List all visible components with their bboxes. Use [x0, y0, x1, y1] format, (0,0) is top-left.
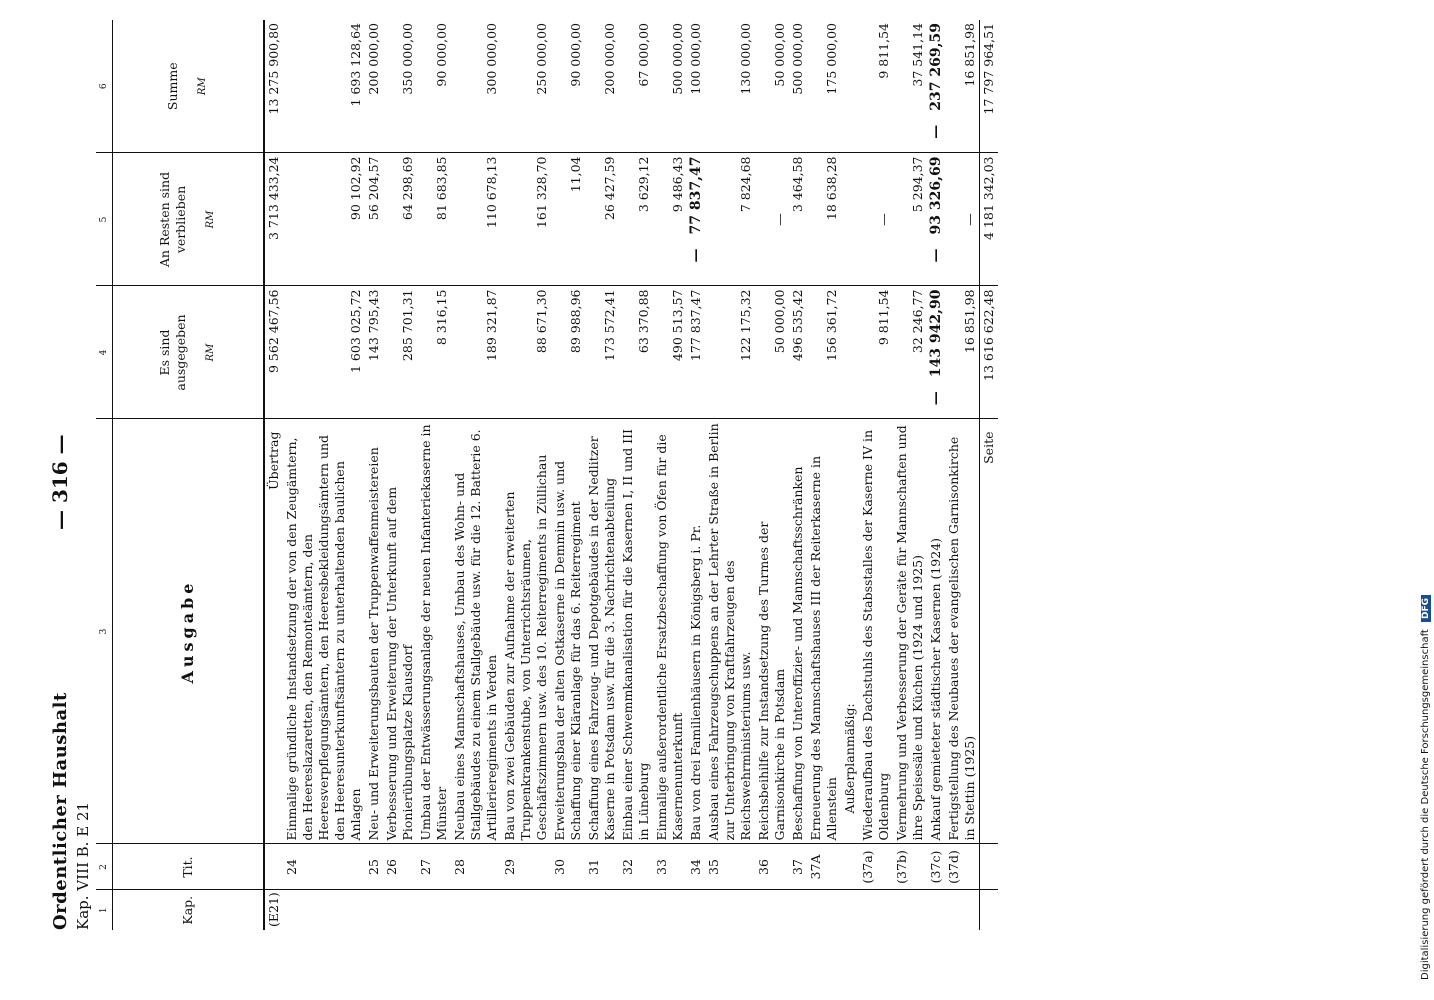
row-c5: 161 328,70 [501, 153, 551, 286]
unit-label-6: RM [197, 77, 208, 96]
row-c6: 1 693 128,64 [348, 23, 363, 107]
col-number-1: 1 [96, 890, 113, 930]
row-text: Erneuerung des Mannschaftshauses III der Reiterkaserne in Allenstein [807, 419, 841, 844]
row-c5: — [945, 153, 980, 286]
row-text: Umbau der Entwässerungsanlage der neuen Infanteriekaserne in Münster [417, 419, 451, 844]
row-text: Reichsbeihilfe zur Instandsetzung des Turmes der Garnisonkirche in Potsdam [755, 419, 789, 844]
row-c5: 5 294,37 [893, 153, 927, 286]
table-row [585, 20, 619, 930]
minus-mark: — [688, 248, 704, 263]
row-c6: 237 269,59 [928, 23, 944, 111]
uebertrag-label: Übertrag [264, 419, 283, 844]
row-c4: 89 988,96 [551, 286, 585, 419]
col-number-4: 4 [96, 286, 113, 419]
table-row [417, 20, 451, 930]
row-tit: (37a) [859, 844, 893, 890]
row-c4: 156 361,72 [807, 286, 841, 419]
row-c6: 67 000,00 [636, 23, 651, 87]
row-c4: 173 572,41 [585, 286, 619, 419]
kap-value: (E21) [264, 890, 283, 930]
row-tit: 31 [585, 844, 619, 890]
row-c4: 143 942,90 [928, 289, 944, 378]
table-row [705, 20, 755, 930]
funding-note-text: Digitalisierung gefördert durch die Deutsche Forschungsgemeinschaft [1420, 629, 1431, 980]
row-c5: 7 824,68 [705, 153, 755, 286]
row-c6: 130 000,00 [738, 23, 753, 95]
row-c4: 496 535,42 [789, 286, 807, 419]
row-c5-cell [927, 153, 945, 286]
row-c6: 200 000,00 [366, 23, 381, 95]
row-tit: 35 [705, 844, 755, 890]
table-row [859, 20, 893, 930]
row-c5-cell [687, 153, 705, 286]
table-row [653, 20, 687, 930]
row-c5: 90 102,92 [283, 153, 365, 286]
row-c6: 300 000,00 [484, 23, 499, 95]
uebertrag-c6: 13 275 900,80 [266, 23, 281, 115]
row-c6: 250 000,00 [534, 23, 549, 95]
header-kap: Kap. [113, 890, 265, 930]
row-text: Neubau eines Mannschaftshauses, Umbau des Wohn- und Stallgebäudes zu einem Stallgebäude usw. für die 12. Batterie 6. Artillerieregiments in Verden [451, 419, 501, 844]
col-number-3: 3 [96, 419, 113, 844]
row-c5: 93 326,69 [928, 156, 944, 235]
unit-label-4: RM [205, 343, 216, 362]
seite-c6: 17 797 964,51 [980, 20, 999, 153]
page-number: — 316 — [48, 434, 72, 530]
row-c5: 110 678,13 [451, 153, 501, 286]
row-c6: 90 000,00 [568, 23, 583, 87]
row-text: Vermehrung und Verbesserung der Geräte für Mannschaften und ihre Speisesäle und Küchen (1924 und 1925) [893, 419, 927, 844]
row-c5: 81 683,85 [417, 153, 451, 286]
row-text: Fertigstellung des Neubaues der evangelischen Garnisonkirche in Stettin (1925) [945, 419, 980, 844]
row-tit: 28 [451, 844, 501, 890]
minus-mark: — [928, 391, 944, 406]
uebertrag-c5: 3 713 433,24 [264, 153, 283, 286]
uebertrag-row [264, 20, 283, 930]
section-row [841, 20, 859, 930]
table-row [893, 20, 927, 930]
row-text: Einmalige außerordentliche Ersatzbeschaffung von Öfen für die Kasernenunterkunft [653, 419, 687, 844]
row-c6: 90 000,00 [434, 23, 449, 87]
row-text: Bau von drei Familienhäusern in Königsberg i. Pr. [687, 419, 705, 844]
header-summe-label: Summe [165, 62, 180, 111]
row-c5: 18 638,28 [807, 153, 841, 286]
row-c4: 8 316,15 [417, 286, 451, 419]
table-row [687, 20, 705, 930]
row-tit: 26 [383, 844, 417, 890]
row-tit: 33 [653, 844, 687, 890]
header-summe [113, 20, 265, 153]
minus-mark: — [928, 248, 944, 263]
row-tit: (37c) [927, 844, 945, 890]
row-text: Erweiterungsbau der alten Ostkaserne in Demmin usw. und Schaffung einer Kläranlage für das 6. Reiterregiment [551, 419, 585, 844]
row-c4: 490 513,57 [653, 286, 687, 419]
row-c6: 37 541,14 [910, 23, 925, 87]
row-text: Bau von zwei Gebäuden zur Aufnahme der erweiterten Truppenkrankenstube, von Unterrichtsräumen, Geschäftszimmern usw. des 10. Reiterregiments in Züllichau [501, 419, 551, 844]
row-text: Verbesserung und Erweiterung der Unterkunft auf dem Pionierübungsplatze Klausdorf [383, 419, 417, 844]
row-c6: 350 000,00 [400, 23, 415, 95]
row-c6: 175 000,00 [824, 23, 839, 95]
table-row [283, 20, 365, 930]
table-row [927, 20, 945, 930]
row-tit: 27 [417, 844, 451, 890]
table-row [807, 20, 841, 930]
row-tit: 37 [789, 844, 807, 890]
seite-c5: 4 181 342,03 [980, 153, 999, 286]
header-ausgabe [113, 419, 265, 844]
row-c5: 3 629,12 [619, 153, 653, 286]
row-tit: 34 [687, 844, 705, 890]
table-row [755, 20, 789, 930]
table-row [945, 20, 980, 930]
document-title: Ordentlicher Haushalt [50, 692, 71, 930]
section-label: Außerplanmäßig: [841, 419, 859, 844]
column-header-row [113, 20, 265, 930]
seite-label: Seite [980, 419, 999, 844]
row-tit: 24 [283, 844, 365, 890]
row-c5: 56 204,57 [365, 153, 383, 286]
row-c5: 77 837,47 [688, 156, 704, 235]
row-c4: 32 246,77 [893, 286, 927, 419]
row-c5: 26 427,59 [585, 153, 619, 286]
table-row [619, 20, 653, 930]
row-c4-cell [927, 286, 945, 419]
header-tit: Tit. [113, 844, 265, 890]
row-c4: 189 321,87 [451, 286, 501, 419]
header-reste [113, 153, 265, 286]
row-tit: 32 [619, 844, 653, 890]
row-c5: 3 464,58 [789, 153, 807, 286]
row-c4: 143 795,43 [365, 286, 383, 419]
seite-c4: 13 616 622,48 [980, 286, 999, 419]
table-row [451, 20, 501, 930]
row-c4: 177 837,47 [687, 286, 705, 419]
seite-total-row [980, 20, 999, 930]
row-text: Ausbau eines Fahrzeugschuppens an der Lehrter Straße in Berlin zur Unterbringung von Kraftfahrzeugen des Reichswehrministeriums usw. [705, 419, 755, 844]
row-tit: 29 [501, 844, 551, 890]
row-c5: — [859, 153, 893, 286]
row-c6: 50 000,00 [772, 23, 787, 87]
row-c6: 100 000,00 [688, 23, 703, 95]
row-c4: 122 175,32 [705, 286, 755, 419]
col-number-5: 5 [96, 153, 113, 286]
header-reste-label: An Resten sind verblieben [157, 171, 188, 268]
minus-mark: — [928, 124, 944, 139]
table-row [501, 20, 551, 930]
table-row [365, 20, 383, 930]
row-tit: (37b) [893, 844, 927, 890]
row-tit: (37d) [945, 844, 980, 890]
table-row [383, 20, 417, 930]
row-c4: 50 000,00 [755, 286, 789, 419]
col-number-2: 2 [96, 844, 113, 890]
row-c6: 500 000,00 [790, 23, 805, 95]
row-text: Einmalige gründliche Instandsetzung der von den Zeugämtern, den Heereslazaretten, den Remonteämtern, den Heeresverpflegungsämtern, den Heeresbekleidungsämtern und den Heeresunterkunftsämtern zu unterhaltenden baulichen Anlagen [283, 419, 365, 844]
row-c4: 88 671,30 [501, 286, 551, 419]
col-number-6: 6 [96, 20, 113, 153]
row-c6: 9 811,54 [876, 23, 891, 79]
table-row [551, 20, 585, 930]
row-c5: 9 486,43 [653, 153, 687, 286]
header-ausgabe-label: Ausgabe [177, 579, 197, 684]
row-tit: 36 [755, 844, 789, 890]
chapter-reference: Kap. VIII B. E 21 [74, 801, 92, 930]
row-c6: 200 000,00 [602, 23, 617, 95]
row-c4: 63 370,88 [619, 286, 653, 419]
row-c6: 16 851,98 [962, 23, 977, 87]
table-body [264, 20, 998, 930]
column-number-row [96, 20, 113, 930]
row-text: Schaffung eines Fahrzeug- und Depotgebäudes in der Nedlitzer Kaserne in Potsdam usw. für die 3. Nachrichtenabteilung [585, 419, 619, 844]
row-tit: 30 [551, 844, 585, 890]
row-c6-cell [927, 20, 945, 153]
row-c5: 11,04 [551, 153, 585, 286]
uebertrag-c4: 9 562 467,56 [264, 286, 283, 419]
row-tit: 25 [365, 844, 383, 890]
row-text: Einbau einer Schwemmkanalisation für die Kasernen I, II und III in Lüneburg [619, 419, 653, 844]
row-c4: 16 851,98 [945, 286, 980, 419]
row-text: Wiederaufbau des Dachstuhls des Stabsstalles der Kaserne IV in Oldenburg [859, 419, 893, 844]
row-c5: — [755, 153, 789, 286]
row-c4: 1 603 025,72 [283, 286, 365, 419]
row-tit: 37A [807, 844, 841, 890]
row-c5: 64 298,69 [383, 153, 417, 286]
row-text: Beschaffung von Unteroffizier- und Mannschaftsschränken [789, 419, 807, 844]
row-text: Ankauf gemieteter städtischer Kasernen (1924) [927, 419, 945, 844]
row-c4: 9 811,54 [859, 286, 893, 419]
row-text: Neu- und Erweiterungsbauten der Truppenwaffenmeistereien [365, 419, 383, 844]
table-row [789, 20, 807, 930]
header-ausgegeben-label: Es sind ausgegeben [157, 314, 188, 391]
unit-label-5: RM [205, 210, 216, 229]
header-ausgegeben [113, 286, 265, 419]
row-c4: 285 701,31 [383, 286, 417, 419]
row-c6: 500 000,00 [670, 23, 685, 95]
budget-table [96, 20, 998, 930]
funding-note [1420, 590, 1431, 980]
dfg-logo-icon: DFG [1421, 595, 1431, 622]
